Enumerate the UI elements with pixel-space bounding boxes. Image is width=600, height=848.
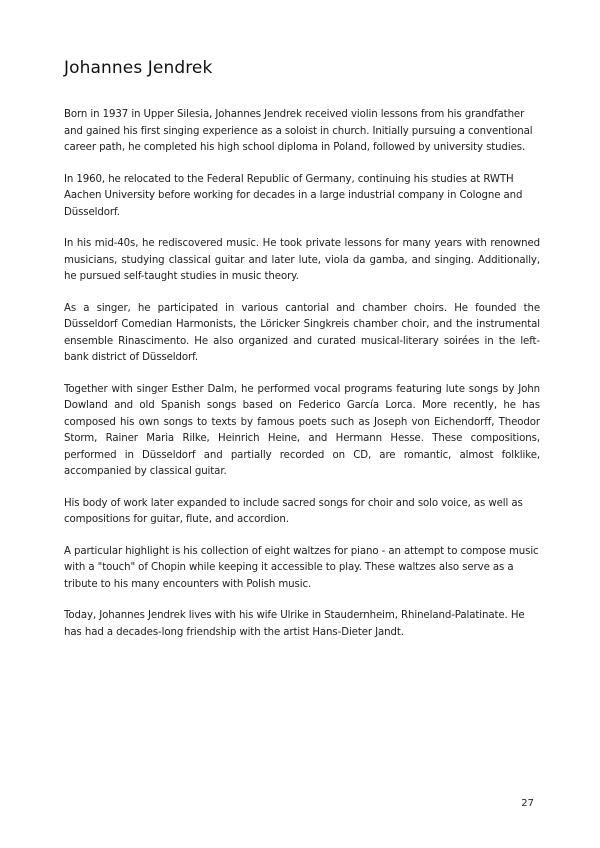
paragraph-music-rediscovery: In his mid-40s, he rediscovered music. He took private lessons for many years with renowned musicians, studying classical guitar and later lute, viola da gamba, and singing. Additionally, he pursued self-taught studies in music theory. xyxy=(64,238,540,282)
paragraph-vocal-programs: Together with singer Esther Dalm, he performed vocal programs featuring lute songs by John Dowland and old Spanish songs based on Federico García Lorca. More recently, he has composed his own songs to texts by famous poets such as Joseph von Eichendorff, Theodor Storm, Rainer Maria Rilke, Heinrich Heine, and Hermann Hesse. These compositions, performed in Düsseldorf and partially recorded on CD, are romantic, almost folklike, accompanied by classical guitar. xyxy=(64,383,540,477)
page-title: Johannes Jendrek xyxy=(64,58,213,78)
paragraph-sacred-songs: His body of work later expanded to include sacred songs for choir and solo voice, as well as compositions for guitar, flute, and accordion. xyxy=(64,497,523,525)
page-number: 27 xyxy=(521,798,534,809)
paragraph-today: Today, Johannes Jendrek lives with his wife Ulrike in Staudernheim, Rhineland-Palatinate. He has had a decades-long friendship with the artist Hans-Dieter Jandt. xyxy=(64,610,525,638)
document-body xyxy=(64,107,540,656)
paragraph-birth: Born in 1937 in Upper Silesia, Johannes Jendrek received violin lessons from his grandfather and gained his first singing experience as a soloist in church. Initially pursuing a conventional career path, he completed his high school diploma in Poland, followed by university studies. xyxy=(64,109,533,153)
paragraph-waltzes: A particular highlight is his collection of eight waltzes for piano - an attempt to compose music with a "touch" of Chopin while keeping it accessible to play. These waltzes also serve as a tribute to his many encounters with Polish music. xyxy=(64,545,539,590)
paragraph-relocation: In 1960, he relocated to the Federal Republic of Germany, continuing his studies at RWTH Aachen University before working for decades in a large industrial company in Cologne and Düsseldorf. xyxy=(64,173,523,218)
paragraph-choirs: As a singer, he participated in various cantorial and chamber choirs. He founded the Düsseldorf Comedian Harmonists, the Löricker Singkreis chamber choir, and the instrumental ensemble Rinascimento. He also organized and curated musical-literary soirées in the left-bank district of Düsseldorf. xyxy=(64,302,540,363)
